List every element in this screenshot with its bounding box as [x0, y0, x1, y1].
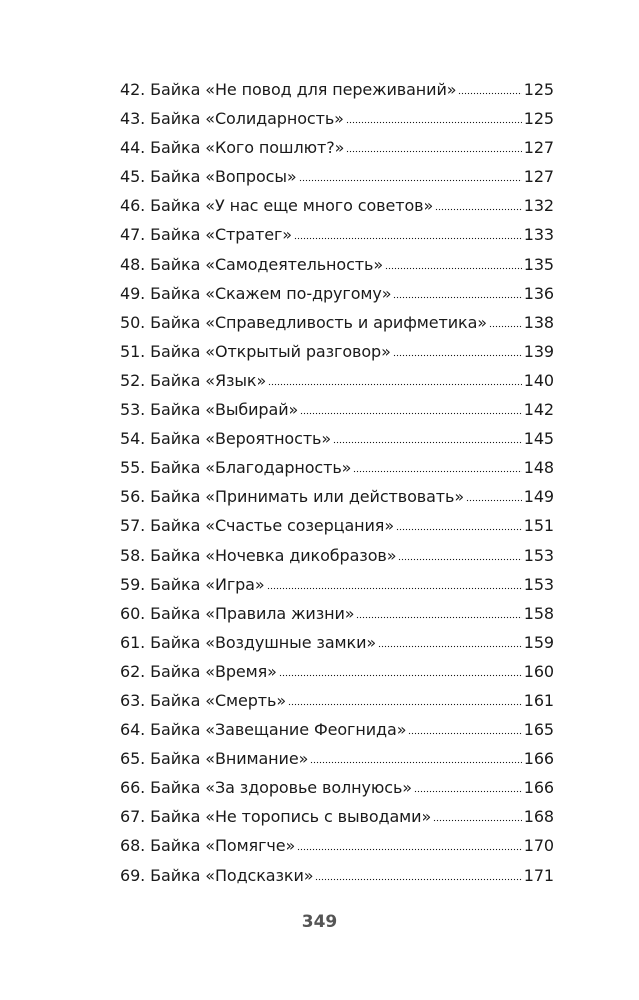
toc-entry-title: 43. Байка «Солидарность» [120, 109, 344, 129]
toc-entry-title: 63. Байка «Смерть» [120, 690, 287, 710]
dot-leader [385, 267, 522, 270]
dot-leader [299, 179, 522, 182]
toc-entry[interactable] [120, 80, 554, 109]
toc-entry[interactable] [120, 778, 554, 807]
toc-entry[interactable] [120, 458, 554, 487]
toc-entry[interactable] [120, 342, 554, 371]
toc-entry[interactable] [120, 633, 554, 662]
toc-entry[interactable] [120, 487, 554, 516]
dot-leader [333, 441, 522, 444]
toc-entry-page: 161 [523, 690, 554, 710]
toc-entry-title: 67. Байка «Не торопись с выводами» [120, 807, 432, 827]
toc-entry-title: 50. Байка «Справедливость и арифметика» [120, 312, 487, 332]
dot-leader [279, 674, 522, 677]
toc-entry-page: 170 [523, 836, 554, 856]
toc-entry-page: 145 [523, 429, 554, 449]
dot-leader [267, 587, 522, 590]
toc-entry-title: 47. Байка «Стратег» [120, 225, 292, 245]
toc-entry-page: 166 [523, 749, 554, 769]
toc-entry[interactable] [120, 691, 554, 720]
toc-entry-title: 68. Байка «Помягче» [120, 836, 296, 856]
toc-entry-page: 166 [523, 778, 554, 798]
toc-entry-title: 55. Байка «Благодарность» [120, 458, 352, 478]
toc-entry[interactable] [120, 662, 554, 691]
toc-entry-page: 138 [523, 312, 554, 332]
toc-entry-title: 52. Байка «Язык» [120, 370, 267, 390]
toc-entry-page: 135 [523, 254, 554, 274]
toc-entry-title: 56. Байка «Принимать или действовать» [120, 487, 465, 507]
toc-entry[interactable] [120, 546, 554, 575]
toc-entry[interactable] [120, 313, 554, 342]
toc-entry-page: 142 [523, 400, 554, 420]
toc-entry-title: 69. Байка «Подсказки» [120, 865, 314, 885]
toc-entry[interactable] [120, 371, 554, 400]
toc-entry-title: 42. Байка «Не повод для переживаний» [120, 80, 457, 99]
toc-entry-title: 66. Байка «За здоровье волнуюсь» [120, 778, 412, 798]
toc-entry-page: 165 [523, 720, 554, 740]
toc-entry-page: 133 [523, 225, 554, 245]
dot-leader [398, 558, 521, 561]
dot-leader [297, 848, 522, 851]
toc-entry[interactable] [120, 138, 554, 167]
dot-leader [433, 819, 522, 822]
table-of-contents [120, 80, 554, 895]
toc-entry[interactable] [120, 255, 554, 284]
dot-leader [393, 296, 521, 299]
toc-entry-page: 151 [523, 516, 554, 536]
toc-entry[interactable] [120, 836, 554, 865]
dot-leader [288, 703, 522, 706]
toc-entry-page: 125 [523, 109, 554, 129]
toc-entry[interactable] [120, 807, 554, 836]
toc-entry-page: 153 [523, 574, 554, 594]
dot-leader [408, 732, 521, 735]
toc-entry-title: 58. Байка «Ночевка дикобразов» [120, 545, 397, 565]
toc-entry-page: 132 [523, 196, 554, 216]
toc-entry[interactable] [120, 400, 554, 429]
toc-entry[interactable] [120, 429, 554, 458]
toc-entry-page: 160 [523, 661, 554, 681]
toc-entry-title: 45. Байка «Вопросы» [120, 167, 297, 187]
dot-leader [300, 412, 522, 415]
dot-leader [294, 237, 522, 240]
toc-entry-title: 49. Байка «Скажем по-другому» [120, 283, 392, 303]
toc-entry-title: 57. Байка «Счастье созерцания» [120, 516, 395, 536]
dot-leader [346, 150, 521, 153]
toc-entry-page: 127 [523, 167, 554, 187]
toc-entry-page: 149 [523, 487, 554, 507]
toc-entry[interactable] [120, 575, 554, 604]
toc-entry[interactable] [120, 196, 554, 225]
dot-leader [489, 325, 522, 328]
toc-entry[interactable] [120, 225, 554, 254]
toc-entry-page: 168 [523, 807, 554, 827]
toc-entry-page: 139 [523, 341, 554, 361]
toc-entry-page: 140 [523, 370, 554, 390]
dot-leader [378, 645, 522, 648]
toc-entry-page: 159 [523, 632, 554, 652]
toc-entry-page: 158 [523, 603, 554, 623]
toc-entry[interactable] [120, 516, 554, 545]
toc-entry-page: 125 [523, 80, 554, 99]
toc-entry[interactable] [120, 749, 554, 778]
dot-leader [466, 499, 522, 502]
toc-entry-title: 54. Байка «Вероятность» [120, 429, 332, 449]
toc-entry-page: 136 [523, 283, 554, 303]
toc-entry-title: 46. Байка «У нас еще много советов» [120, 196, 434, 216]
toc-entry[interactable] [120, 720, 554, 749]
toc-entry[interactable] [120, 167, 554, 196]
toc-entry-page: 171 [523, 865, 554, 885]
toc-entry-title: 48. Байка «Самодеятельность» [120, 254, 384, 274]
toc-entry-title: 59. Байка «Игра» [120, 574, 265, 594]
dot-leader [346, 121, 522, 124]
toc-entry-title: 53. Байка «Выбирай» [120, 400, 299, 420]
toc-entry-page: 127 [523, 138, 554, 158]
toc-entry-title: 60. Байка «Правила жизни» [120, 603, 355, 623]
toc-entry[interactable] [120, 284, 554, 313]
dot-leader [310, 761, 521, 764]
toc-entry-title: 61. Байка «Воздушные замки» [120, 632, 377, 652]
toc-entry-page: 153 [523, 545, 554, 565]
toc-entry-title: 44. Байка «Кого пошлют?» [120, 138, 345, 158]
dot-leader [414, 790, 522, 793]
dot-leader [356, 616, 521, 619]
dot-leader [393, 354, 522, 357]
page-number: 349 [301, 912, 338, 932]
toc-entry-title: 51. Байка «Открытый разговор» [120, 341, 391, 361]
dot-leader [353, 470, 521, 473]
toc-entry-title: 62. Байка «Время» [120, 661, 277, 681]
dot-leader [458, 92, 521, 95]
dot-leader [396, 528, 522, 531]
dot-leader [315, 878, 521, 881]
toc-entry-page: 148 [523, 458, 554, 478]
toc-entry[interactable] [120, 866, 554, 895]
toc-entry[interactable] [120, 109, 554, 138]
toc-entry[interactable] [120, 604, 554, 633]
dot-leader [268, 383, 522, 386]
toc-entry-title: 64. Байка «Завещание Феогнида» [120, 720, 407, 740]
toc-entry-title: 65. Байка «Внимание» [120, 749, 309, 769]
dot-leader [435, 208, 522, 211]
